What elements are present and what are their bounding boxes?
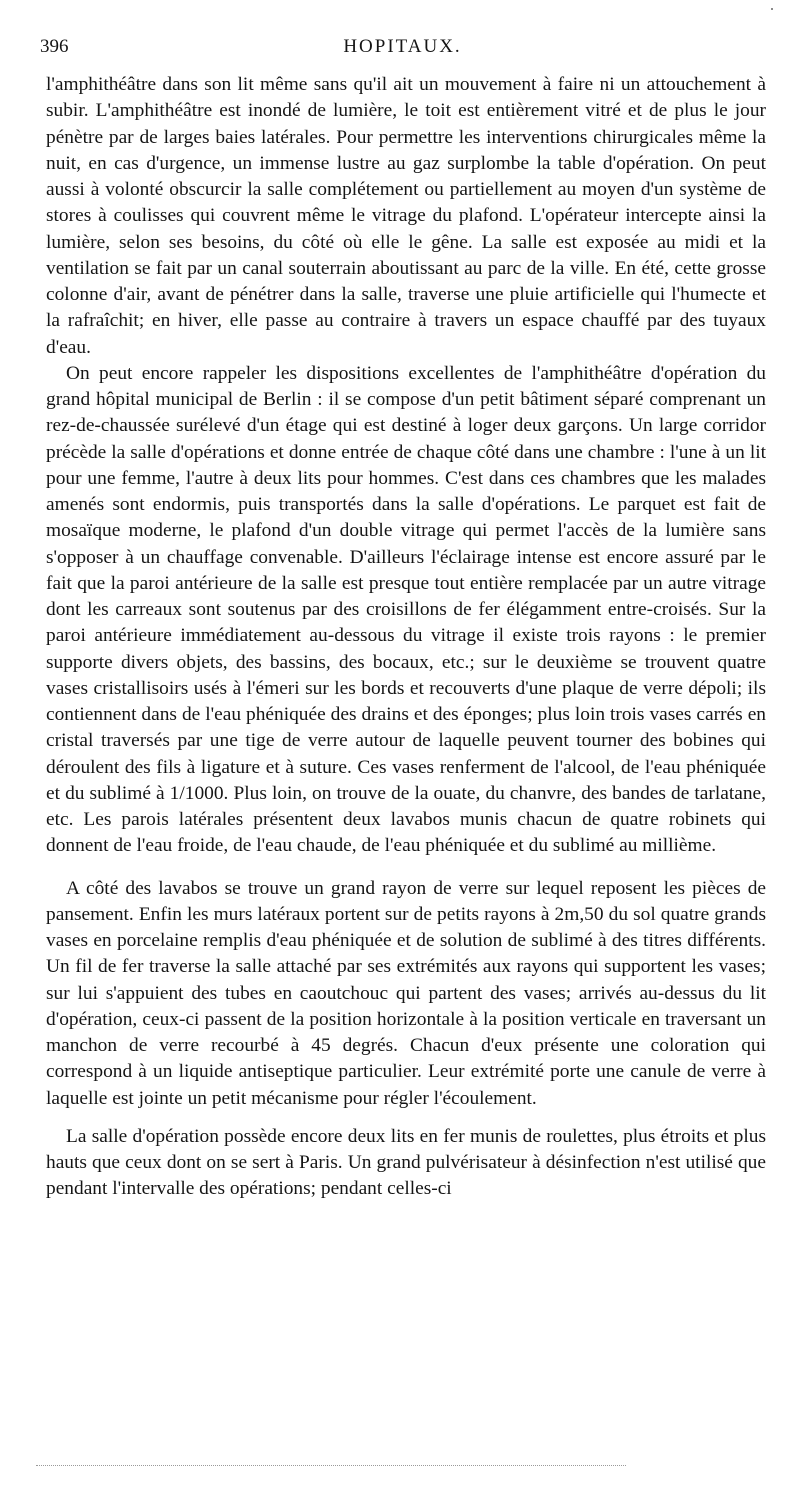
page-header bbox=[40, 36, 765, 66]
page-number: 396 bbox=[40, 36, 69, 57]
page-body bbox=[46, 72, 766, 1203]
paragraph-1: l'amphithéâtre dans son lit même sans qu'il ait un mouvement à faire ni un attouchement à subir. L'amphithéâtre est inondé de lumière, le toit est entièrement vitré et de plus le jour pénètre par de larges baies latérales. Pour permettre les interventions chirurgicales même la nuit, en cas d'urgence, un immense lustre au gaz surplombe la table d'opération. On peut aussi à volonté obscurcir la salle complétement ou partiellement au moyen d'un système de stores à coulisses qui couvrent même le vitrage du plafond. L'opérateur intercepte ainsi la lumière, selon ses besoins, du côté où elle le gêne. La salle est exposée au midi et la ventilation se fait par un canal souterrain aboutissant au parc de la ville. En été, cette grosse colonne d'air, avant de pénétrer dans la salle, traverse une pluie artificielle qui l'humecte et la rafraîchit; en hiver, elle passe au contraire à travers un espace chauffé par des tuyaux d'eau. bbox=[46, 74, 766, 358]
running-title: HOPITAUX. bbox=[343, 36, 462, 57]
paragraph-3: A côté des lavabos se trouve un grand rayon de verre sur lequel reposent les pièces de pansement. Enfin les murs latéraux portent sur de petits rayons à 2m,50 du sol quatre grands vases en porcelaine remplis d'eau phéniquée et de solution de sublimé à des titres différents. Un fil de fer traverse la salle attaché par ses extrémités aux rayons qui supportent les vases; sur lui s'appuient des tubes en caoutchouc qui partent des vases; arrivés au-dessus du lit d'opération, ceux-ci passent de la position horizontale à la position verticale en traversant un manchon de verre recourbé à 45 degrés. Chacun d'eux présente une coloration qui correspond à un liquide antiseptique particulier. Leur extrémité porte une canule de verre à laquelle est jointe un petit mécanisme pour régler l'écoulement. bbox=[46, 877, 766, 1109]
scan-speck bbox=[771, 8, 773, 10]
paragraph-2: On peut encore rappeler les dispositions excellentes de l'amphithéâtre d'opération du grand hôpital municipal de Berlin : il se compose d'un petit bâtiment séparé comprenant un rez-de-chaussée surélevé d'un étage qui est destiné à loger deux garçons. Un large corridor précède la salle d'opérations et donne entrée de chaque côté dans une chambre : l'une à un lit pour une femme, l'autre à deux lits pour hommes. C'est dans ces chambres que les malades amenés sont endormis, puis transportés dans la salle d'opérations. Le parquet est fait de mosaïque moderne, le plafond d'un double vitrage qui permet l'accès de la lumière sans s'opposer à un chauffage convenable. D'ailleurs l'éclairage intense est encore assuré par le fait que la paroi antérieure de la salle est presque tout entière remplacée par un autre vitrage dont les carreaux sont soutenus par des croisillons de fer élégamment entre-croisés. Sur la paroi antérieure immédiatement au-dessous du vitrage il existe trois rayons : le premier supporte divers objets, des bassins, des bocaux, etc.; sur le deuxième se trouvent quatre vases cristallisoirs usés à l'émeri sur les bords et recouverts d'une plaque de verre dépoli; ils contiennent dans de l'eau phéniquée des drains et des éponges; plus loin trois vases carrés en cristal traversés par une tige de verre autour de laquelle peuvent tourner des bobines qui déroulent des fils à ligature et à suture. Ces vases renferment de l'alcool, de l'eau phéniquée et du sublimé à 1/1000. Plus loin, on trouve de la ouate, du chanvre, des bandes de tarlatane, etc. Les parois latérales présentent deux lavabos munis chacun de quatre robinets qui donnent de l'eau froide, de l'eau chaude, de l'eau phéniquée et du sublimé au millième. bbox=[46, 362, 766, 857]
paragraph-4: La salle d'opération possède encore deux lits en fer munis de roulettes, plus étroits et plus hauts que ceux dont on se sert à Paris. Un grand pulvérisateur à désinfection n'est utilisé que pendant l'intervalle des opérations; pendant celles-ci bbox=[46, 1125, 766, 1200]
page-footer-rule bbox=[36, 1465, 626, 1466]
